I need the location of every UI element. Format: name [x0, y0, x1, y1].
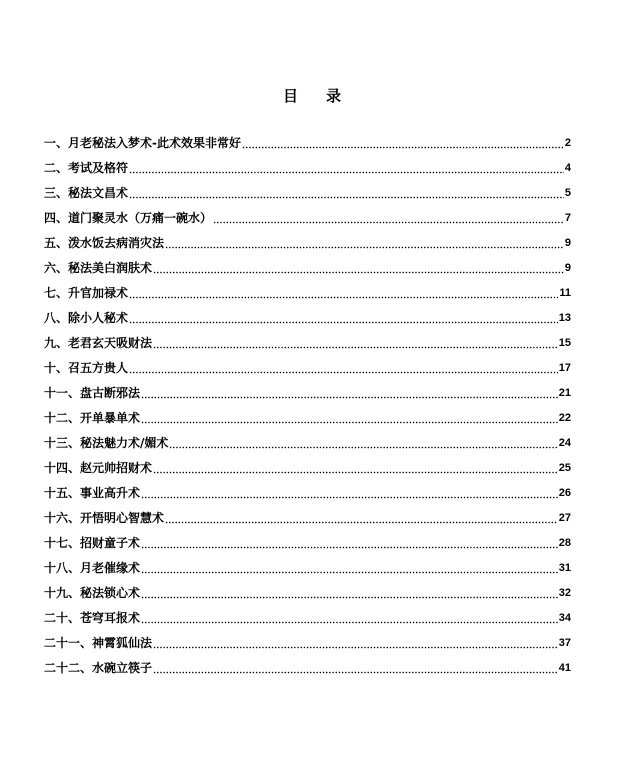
toc-entry-page-number: 9	[564, 262, 571, 274]
toc-entry-label: 二十二、水碗立筷子	[44, 661, 153, 675]
toc-entry-label: 十、召五方贵人	[44, 361, 129, 375]
toc-entry-label: 二十一、神霄狐仙法	[44, 636, 153, 650]
toc-dot-leader	[165, 510, 558, 524]
toc-entry[interactable]	[44, 401, 571, 426]
toc-entry[interactable]	[44, 551, 571, 576]
toc-dot-leader	[169, 435, 557, 449]
toc-entry[interactable]	[44, 426, 571, 451]
toc-entry-page-number: 4	[564, 162, 571, 174]
toc-entry[interactable]	[44, 476, 571, 501]
toc-entry-label: 七、升官加禄术	[44, 286, 129, 300]
toc-entry-page-number: 15	[558, 337, 571, 349]
toc-entry-page-number: 37	[558, 637, 571, 649]
toc-entry[interactable]	[44, 301, 571, 326]
toc-dot-leader	[165, 235, 564, 249]
toc-dot-leader	[129, 185, 564, 199]
toc-entry-page-number: 25	[558, 462, 571, 474]
toc-entry[interactable]	[44, 526, 571, 551]
toc-dot-leader	[129, 310, 558, 324]
toc-entry[interactable]	[44, 651, 571, 676]
toc-entry-page-number: 7	[564, 212, 571, 224]
toc-dot-leader	[213, 210, 564, 224]
toc-entry[interactable]	[44, 251, 571, 276]
toc-entry-page-number: 28	[558, 537, 571, 549]
toc-entry[interactable]	[44, 501, 571, 526]
toc-entry[interactable]	[44, 176, 571, 201]
toc-entry-label: 十九、秘法锁心术	[44, 586, 141, 600]
toc-entry[interactable]	[44, 376, 571, 401]
toc-entry-label: 十一、盘古断邪法	[44, 386, 141, 400]
toc-dot-leader	[153, 660, 558, 674]
toc-entry[interactable]	[44, 126, 571, 151]
toc-entry-label: 十五、事业高升术	[44, 486, 141, 500]
toc-entry[interactable]	[44, 326, 571, 351]
toc-dot-leader	[141, 610, 558, 624]
toc-dot-leader	[153, 260, 564, 274]
toc-entry-label: 五、泼水饭去病消灾法	[44, 236, 165, 250]
toc-list	[44, 126, 571, 676]
toc-entry-label: 十二、开单暴单术	[44, 411, 141, 425]
toc-entry-page-number: 24	[558, 437, 571, 449]
toc-entry-label: 十七、招财童子术	[44, 536, 141, 550]
toc-dot-leader	[141, 585, 558, 599]
toc-entry[interactable]	[44, 151, 571, 176]
toc-dot-leader	[141, 385, 558, 399]
toc-entry-page-number: 22	[558, 412, 571, 424]
toc-entry-page-number: 41	[558, 662, 571, 674]
toc-dot-leader	[141, 535, 558, 549]
toc-entry-page-number: 9	[564, 237, 571, 249]
toc-entry[interactable]	[44, 626, 571, 651]
toc-entry-page-number: 17	[558, 362, 571, 374]
toc-entry-page-number: 26	[558, 487, 571, 499]
toc-entry-page-number: 11	[559, 287, 571, 299]
toc-entry[interactable]	[44, 351, 571, 376]
toc-dot-leader	[129, 160, 564, 174]
toc-entry-label: 四、道门聚灵水（万痛一碗水）	[44, 211, 213, 225]
toc-dot-leader	[129, 360, 558, 374]
toc-entry-label: 十八、月老催缘术	[44, 561, 141, 575]
toc-entry-label: 三、秘法文昌术	[44, 186, 129, 200]
toc-entry-page-number: 2	[564, 137, 571, 149]
toc-entry-page-number: 5	[564, 187, 571, 199]
toc-entry-page-number: 34	[558, 612, 571, 624]
toc-entry[interactable]	[44, 276, 571, 301]
toc-entry-label: 八、除小人秘术	[44, 311, 129, 325]
toc-entry[interactable]	[44, 226, 571, 251]
toc-dot-leader	[129, 285, 558, 299]
toc-entry-label: 一、月老秘法入梦术-此术效果非常好	[44, 136, 241, 150]
toc-entry-label: 六、秘法美白润肤术	[44, 261, 153, 275]
toc-dot-leader	[141, 485, 558, 499]
toc-entry-label: 二、考试及格符	[44, 161, 129, 175]
toc-entry-page-number: 31	[558, 562, 571, 574]
toc-dot-leader	[153, 460, 558, 474]
toc-entry-page-number: 27	[558, 512, 571, 524]
toc-title: 目录	[282, 87, 369, 105]
toc-entry[interactable]	[44, 201, 571, 226]
toc-entry-label: 九、老君玄天吸财法	[44, 336, 153, 350]
toc-entry[interactable]	[44, 451, 571, 476]
toc-dot-leader	[141, 410, 558, 424]
toc-dot-leader	[242, 135, 564, 149]
toc-dot-leader	[153, 335, 558, 349]
toc-dot-leader	[141, 560, 558, 574]
toc-entry-page-number: 21	[558, 387, 571, 399]
toc-entry[interactable]	[44, 601, 571, 626]
toc-entry-label: 二十、苍穹耳报术	[44, 611, 141, 625]
toc-entry-label: 十四、赵元帅招财术	[44, 461, 153, 475]
toc-entry-page-number: 32	[558, 587, 571, 599]
toc-entry-label: 十六、开悟明心智慧术	[44, 511, 165, 525]
toc-entry[interactable]	[44, 576, 571, 601]
toc-dot-leader	[153, 635, 558, 649]
toc-entry-page-number: 13	[558, 312, 571, 324]
toc-entry-label: 十三、秘法魅力术/媚术	[44, 436, 169, 450]
